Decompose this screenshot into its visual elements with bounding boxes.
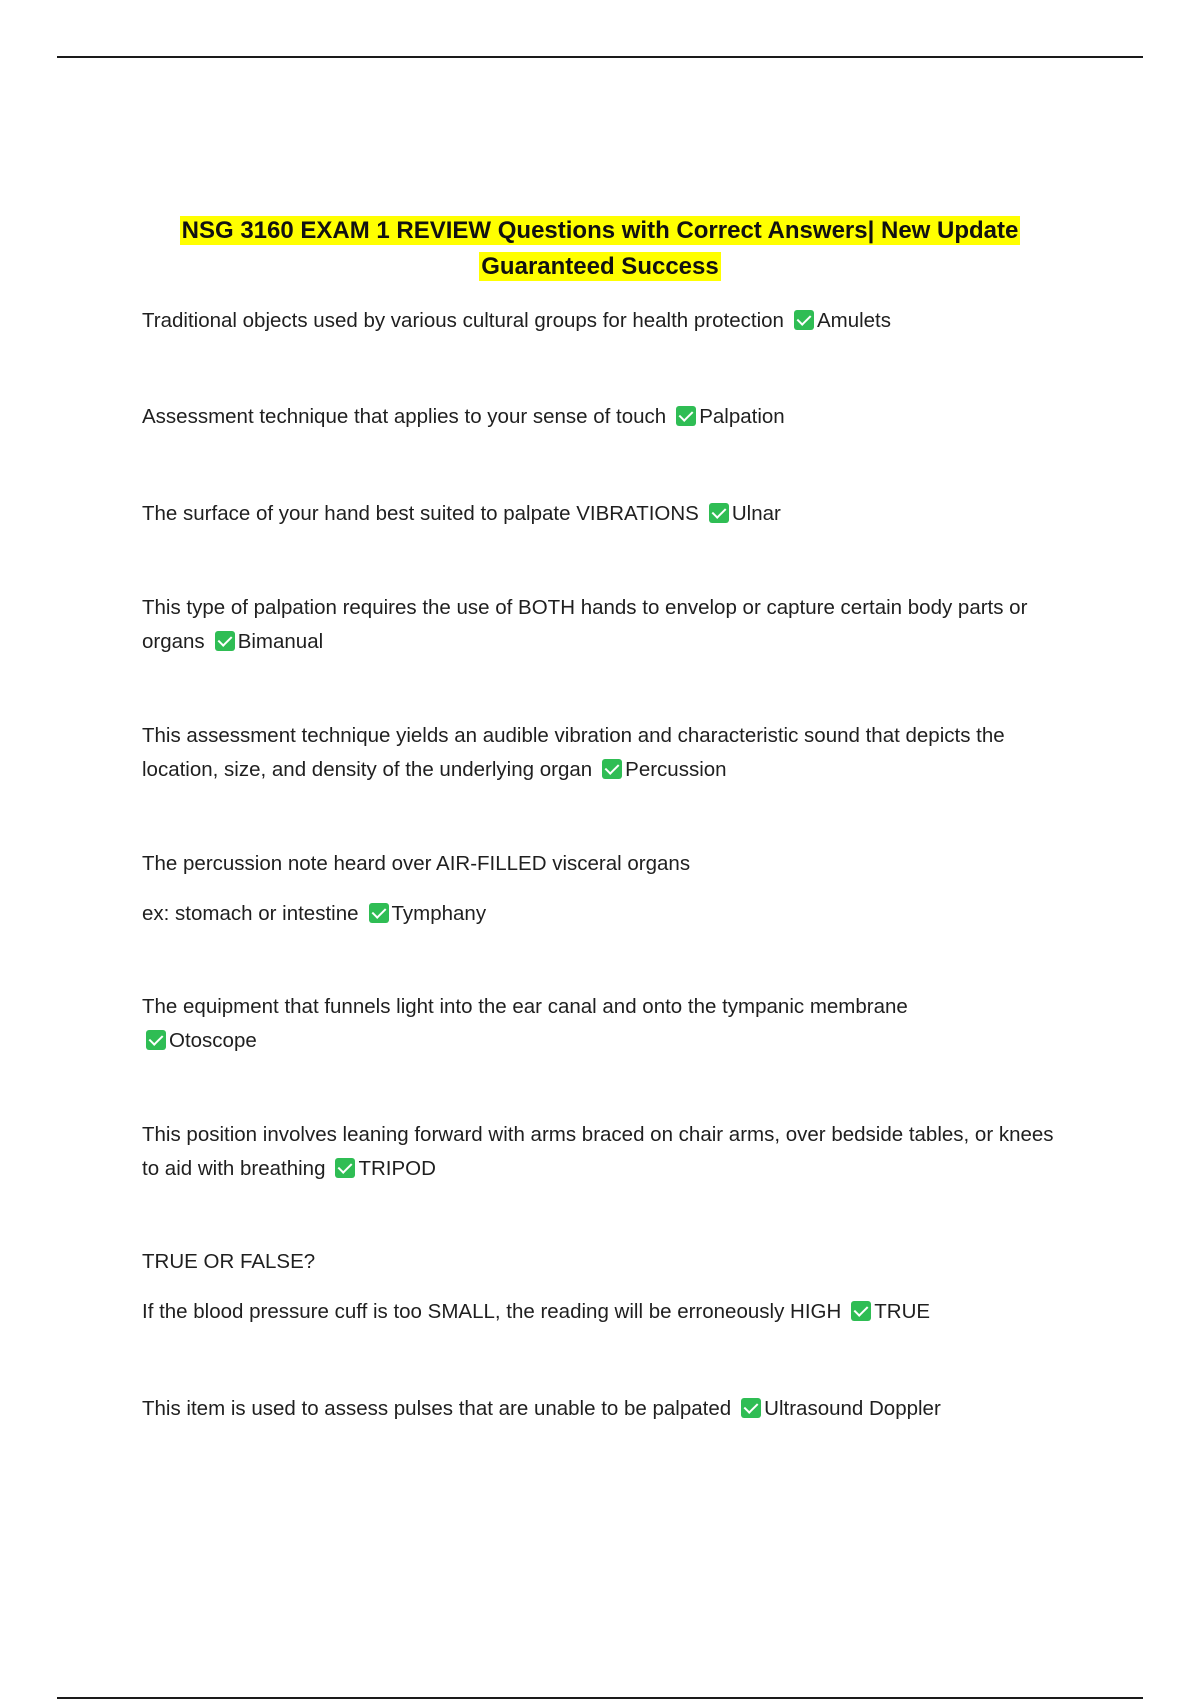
question-text: This item is used to assess pulses that are unable to be palpated <box>142 1397 732 1420</box>
check-icon <box>146 1030 166 1050</box>
answer-text: Otoscope <box>169 1029 257 1052</box>
bottom-rule <box>57 1697 1143 1699</box>
answer-text: Tymphany <box>391 902 487 925</box>
answer-text: TRIPOD <box>358 1157 436 1180</box>
question-text: The equipment that funnels light into the ear canal and onto the tympanic membrane <box>142 995 908 1018</box>
check-icon <box>794 310 814 330</box>
question-text: The percussion note heard over AIR-FILLED visceral organs <box>142 852 691 875</box>
qa-item-10 <box>142 1392 1072 1426</box>
check-icon <box>602 759 622 779</box>
answer-text: Palpation <box>699 405 785 428</box>
question-text: This type of palpation requires the use of BOTH hands to envelop or capture certain body parts or organs <box>142 596 1028 653</box>
qa-item-8 <box>142 1118 1072 1186</box>
check-icon <box>741 1398 761 1418</box>
check-icon <box>335 1158 355 1178</box>
answer-text: Bimanual <box>237 630 324 653</box>
question-text: Traditional objects used by various cultural groups for health protection <box>142 309 784 332</box>
question-text: Assessment technique that applies to your sense of touch <box>142 405 667 428</box>
answer-text: Ultrasound Doppler <box>764 1397 941 1420</box>
qa-item-2 <box>142 400 1072 434</box>
qa-item-5 <box>142 719 1072 787</box>
question-text: TRUE OR FALSE? <box>142 1250 316 1273</box>
question-subtext <box>142 897 1072 931</box>
title-line-1: NSG 3160 EXAM 1 REVIEW Questions with Correct Answers| New Update <box>181 217 1019 244</box>
answer-text: Amulets <box>816 309 891 332</box>
document-title <box>130 213 1070 285</box>
title-line-2: Guaranteed Success <box>481 253 719 280</box>
qa-item-4 <box>142 591 1072 659</box>
qa-item-3 <box>142 497 1072 531</box>
qa-item-9 <box>142 1245 1072 1329</box>
check-icon <box>709 503 729 523</box>
answer-text: Percussion <box>625 758 727 781</box>
question-text: This position involves leaning forward with arms braced on chair arms, over bedside tables, or knees to aid with breathing <box>142 1123 1054 1180</box>
top-rule <box>57 56 1143 58</box>
question-subtext <box>142 1295 1072 1329</box>
qa-item-6 <box>142 847 1072 931</box>
subtext-label: If the blood pressure cuff is too SMALL, the reading will be erroneously HIGH <box>142 1300 842 1323</box>
check-icon <box>851 1301 871 1321</box>
check-icon <box>676 406 696 426</box>
subtext-label: ex: stomach or intestine <box>142 902 359 925</box>
qa-item-1 <box>142 304 1072 338</box>
check-icon <box>215 631 235 651</box>
qa-item-7 <box>142 990 1072 1058</box>
check-icon <box>369 903 389 923</box>
question-text: The surface of your hand best suited to palpate VIBRATIONS <box>142 502 699 525</box>
question-text: This assessment technique yields an audible vibration and characteristic sound that depicts the location, size, and density of the underlying organ <box>142 724 1005 781</box>
answer-text: Ulnar <box>731 502 781 525</box>
answer-text: TRUE <box>874 1300 931 1323</box>
